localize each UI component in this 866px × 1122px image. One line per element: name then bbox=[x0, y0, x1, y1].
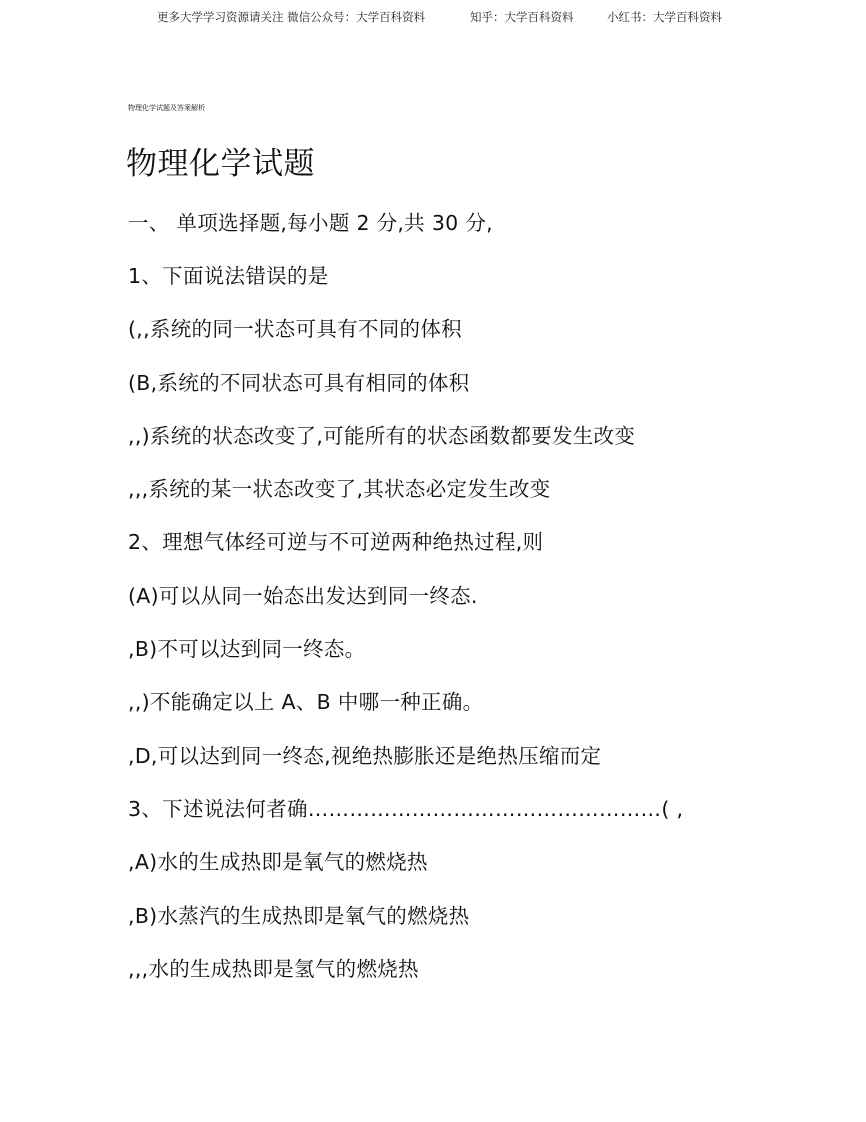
question-1-option-a: (,,系统的同一状态可具有不同的体积 bbox=[128, 317, 462, 341]
question-1-option-d: ,,,系统的某一状态改变了,其状态必定发生改变 bbox=[128, 477, 551, 501]
document-title: 物理化学试题 bbox=[126, 146, 315, 182]
header-xiaohongshu-text: 小红书：大学百科资料 bbox=[607, 10, 722, 24]
question-1-option-c: ,,)系统的状态改变了,可能所有的状态函数都要发生改变 bbox=[128, 424, 636, 448]
question-2-option-d: ,D,可以达到同一终态,视绝热膨胀还是绝热压缩而定 bbox=[128, 744, 602, 768]
header-wechat-text: 更多大学学习资源请关注 微信公众号：大学百科资料 bbox=[157, 10, 426, 24]
question-2-option-c: ,,)不能确定以上 A、B 中哪一种正确。 bbox=[128, 690, 484, 714]
section-heading: 一、 单项选择题,每小题 2 分,共 30 分, bbox=[128, 211, 493, 235]
question-3-option-b: ,B)水蒸汽的生成热即是氧气的燃烧热 bbox=[128, 904, 470, 928]
question-3: 3、下述说法何者确……………………………………………( , bbox=[128, 797, 684, 821]
page-header bbox=[0, 9, 866, 29]
question-2-option-a: (A)可以从同一始态出发达到同一终态. bbox=[128, 584, 478, 608]
question-3-option-a: ,A)水的生成热即是氧气的燃烧热 bbox=[128, 850, 428, 874]
question-2: 2、理想气体经可逆与不可逆两种绝热过程,则 bbox=[128, 530, 544, 554]
document-label: 物理化学试题及答案解析 bbox=[128, 104, 205, 112]
question-3-option-c: ,,,水的生成热即是氢气的燃烧热 bbox=[128, 957, 419, 981]
question-1: 1、下面说法错误的是 bbox=[128, 264, 329, 288]
header-zhihu-text: 知乎：大学百科资料 bbox=[470, 10, 574, 24]
question-1-option-b: (B,系统的不同状态可具有相同的体积 bbox=[128, 371, 470, 395]
question-2-option-b: ,B)不可以达到同一终态。 bbox=[128, 637, 366, 661]
